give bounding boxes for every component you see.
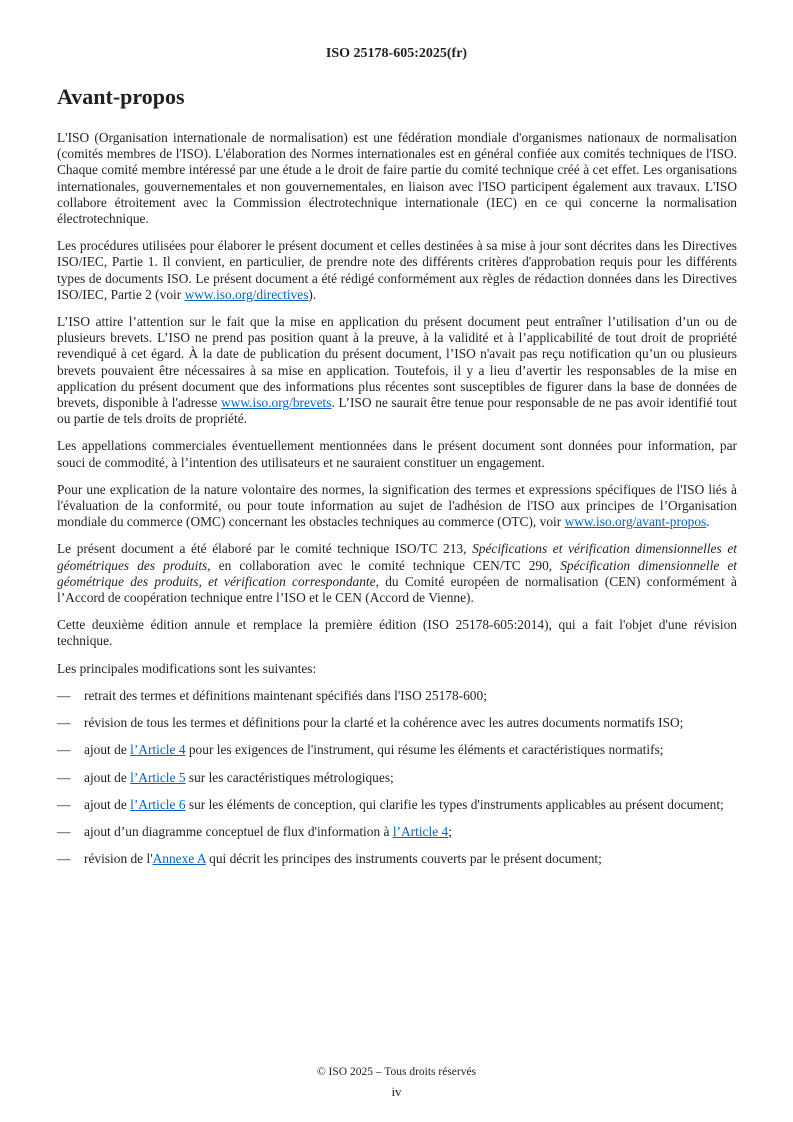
text: ajout de	[84, 742, 131, 758]
list-item-text	[84, 742, 737, 758]
dash-bullet: —	[57, 851, 71, 867]
list-item	[57, 688, 737, 704]
list-item-text: retrait des termes et définitions maintenant spécifiés dans l'ISO 25178-600;	[84, 687, 487, 703]
text: ajout d’un diagramme conceptuel de flux d'information à	[84, 823, 393, 839]
text: , du Comité européen de normalisation (CEN) conformément à l’Accord de coopération technique entre l’ISO et le CEN (Accord de Vienne).	[57, 573, 738, 606]
text: Pour une explication de la nature volontaire des normes, la signification des termes et expressions spécifiques de l'ISO liés à l'évaluation de la conformité, ou pour toute information au sujet de l'adhésion de l'ISO aux principes de l’Organisation mondiale du commerce (OMC) concernant les obstacles techniques au commerce (OTC), voir	[57, 481, 737, 530]
text: ).	[308, 286, 317, 302]
list-item-text: révision de tous les termes et définitions pour la clarté et la cohérence avec les autres documents normatifs ISO;	[84, 715, 684, 731]
list-item	[57, 797, 737, 813]
committee-title: Spécifications et vérification dimensionnelles et géométriques des produits	[57, 541, 737, 573]
text: qui décrit les principes des instruments couverts par le présent document;	[205, 851, 602, 867]
article-4-link[interactable]: l’Article 4	[130, 742, 186, 758]
paragraph-changes-intro: Les principales modifications sont les suivantes:	[57, 660, 317, 676]
text: , en collaboration avec le comité technique CEN/TC 290,	[207, 557, 561, 573]
footer-copyright: © ISO 2025 – Tous droits réservés	[316, 1066, 477, 1078]
text: révision de l'	[84, 851, 153, 867]
page-title: Avant-propos	[57, 84, 185, 109]
text: Le présent document a été élaboré par le comité technique ISO/TC 213,	[57, 541, 473, 557]
article-6-link[interactable]: l’Article 6	[130, 796, 186, 812]
article-4-link[interactable]: l’Article 4	[392, 823, 449, 839]
list-item	[57, 715, 737, 731]
list-item	[57, 851, 737, 867]
dash-bullet: —	[57, 769, 71, 785]
foreword-link[interactable]: www.iso.org/avant-propos	[564, 514, 707, 530]
dash-bullet: —	[57, 742, 71, 758]
text: sur les éléments de conception, qui clarifie les types d'instruments applicables au présent document;	[185, 796, 724, 812]
paragraph-committee	[57, 541, 737, 606]
annex-a-link[interactable]: Annexe A	[152, 851, 206, 867]
list-item	[57, 770, 737, 786]
committee-title: Spécification dimensionnelle et géométrique des produits, et vérification correspondante	[57, 557, 737, 589]
text: ajout de	[84, 796, 131, 812]
document-body	[57, 130, 737, 878]
text: .	[706, 514, 710, 530]
paragraph-edition: Cette deuxième édition annule et remplace la première édition (ISO 25178-605:2014), qui a fait l'objet d'une révision technique.	[57, 617, 737, 649]
list-item-text	[84, 851, 737, 867]
text: Les procédures utilisées pour élaborer le présent document et celles destinées à sa mise à jour sont décrites dans les Directives ISO/IEC, Partie 1. Il convient, en particulier, de prendre note des différents critères d'approbation requis pour les différents types de documents ISO. Le présent document a été rédigé conformément aux règles de rédaction données dans les Directives ISO/IEC, Partie 2 (voir	[57, 238, 737, 302]
text: . L’ISO ne saurait être tenue pour responsable de ne pas avoir identifié tout ou partie de tels droits de propriété.	[57, 395, 737, 427]
list-item-text	[84, 770, 737, 786]
dash-bullet: —	[57, 687, 71, 703]
text: ajout de	[84, 769, 131, 785]
dash-bullet: —	[57, 715, 71, 731]
directives-link[interactable]: www.iso.org/directives	[184, 286, 309, 302]
article-5-link[interactable]: l’Article 5	[130, 769, 186, 785]
text: pour les exigences de l'instrument, qui résume les éléments et caractéristiques normatifs;	[185, 742, 664, 758]
text: L’ISO attire l’attention sur le fait que la mise en application du présent document peut entraîner l’utilisation d’un ou de plusieurs brevets. L’ISO ne prend pas position quant à la preuve, à la validité et à l’applicabilité de tout droit de propriété revendiqué à cet égard. À la date de publication du présent document, l’ISO n'avait pas reçu notification qu’un ou plusieurs brevets pouvaient être nécessaires à sa mise en application. Toutefois, il y a lieu d’avertir les responsables de la mise en application du présent document que des informations plus récentes sont susceptibles de figurer dans la base de données de brevets, disponible à l'adresse	[57, 314, 737, 411]
page-number: iv	[391, 1084, 402, 1099]
dash-bullet: —	[57, 796, 71, 812]
text: ;	[448, 823, 452, 839]
document-header: ISO 25178-605:2025(fr)	[325, 46, 468, 61]
list-item	[57, 824, 737, 840]
dash-bullet: —	[57, 823, 71, 839]
list-item-text	[84, 824, 737, 840]
list-item	[57, 742, 737, 758]
paragraph-patents	[57, 314, 737, 427]
paragraph-trade-names: Les appellations commerciales éventuellement mentionnées dans le présent document sont données pour information, par souci de commodité, à l’intention des utilisateurs et ne sauraient constituer un engagement.	[57, 438, 737, 470]
paragraph-voluntary-nature	[57, 482, 737, 531]
paragraph-iso-intro: L'ISO (Organisation internationale de normalisation) est une fédération mondiale d'organismes nationaux de normalisation (comités membres de l'ISO). L'élaboration des Normes internationales est en général confiée aux comités techniques de l'ISO. Chaque comité membre intéressé par une étude a le droit de faire partie du comité technique créé à cet effet. Les organisations internationales, gouvernementales et non gouvernementales, en liaison avec l'ISO participent également aux travaux. L'ISO collabore étroitement avec la Commission électrotechnique internationale (IEC) en ce qui concerne la normalisation électrotechnique.	[57, 130, 737, 227]
text: sur les caractéristiques métrologiques;	[185, 769, 394, 785]
list-item-text	[84, 797, 737, 813]
paragraph-procedures	[57, 238, 737, 303]
patents-link[interactable]: www.iso.org/brevets	[221, 395, 332, 411]
